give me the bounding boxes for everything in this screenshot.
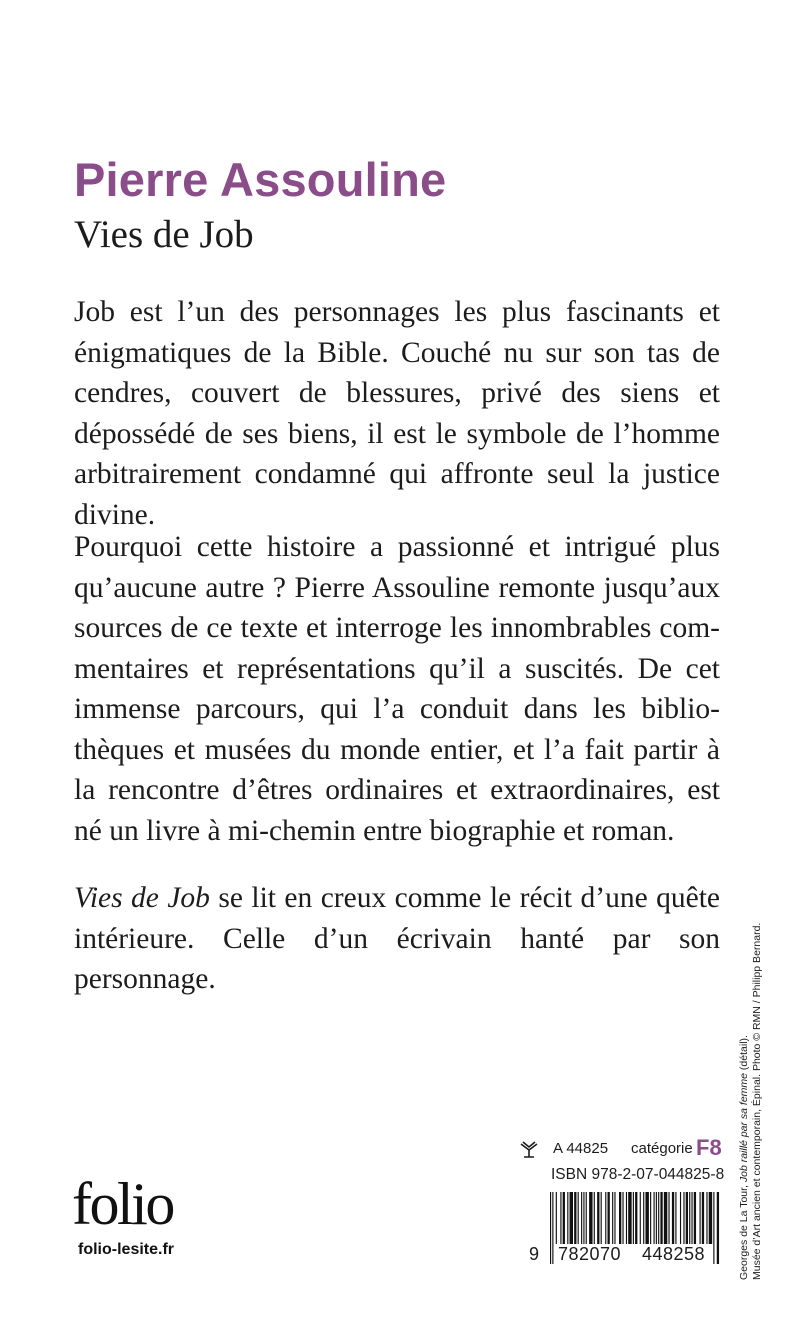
folio-logo: folio	[72, 1171, 173, 1237]
barcode-group-1: 782070	[558, 1244, 622, 1264]
blurb-paragraph-3-text: se lit en creux comme le récit d’une quête intérieure. Celle d’un écrivain hanté par son personnage.	[74, 882, 720, 995]
author-name: Pierre Assouline	[74, 153, 447, 206]
book-title: Vies de Job	[74, 213, 254, 256]
barcode-first-digit: 9	[529, 1244, 540, 1264]
publisher-website: folio-lesite.fr	[78, 1241, 175, 1258]
isbn: ISBN 978-2-07-044825-8	[551, 1166, 725, 1183]
cover-credit	[738, 840, 764, 1280]
blurb-paragraph-1: Job est l’un des personnages les plus fascinants et énigmatiques de la Bible. Couché nu sur son tas de cendres, couvert de blessures, privé des siens et dépossédé de ses biens, il est le symbole de l’homme arbitrairement condamné qui affronte seul la justice divine.	[74, 296, 720, 531]
catalog-code: A 44825	[553, 1140, 609, 1157]
credit-detail: (détail).	[738, 1035, 750, 1073]
catalog-info	[519, 1135, 722, 1160]
barcode-group-2: 448258	[642, 1244, 706, 1264]
blurb-paragraph-3	[74, 878, 720, 1000]
credit-line-2: Musée d’Art ancien et contemporain, Épinal. Photo © RMN / Philipp Bernard.	[751, 922, 763, 1280]
credit-artwork: Job raillé par sa femme	[738, 1072, 750, 1183]
category-label: catégorie	[631, 1140, 693, 1157]
category-value: F8	[696, 1135, 722, 1160]
blurb-paragraph-2: Pourquoi cette histoire a passionné et intrigué plus qu’aucune autre ? Pierre Assouline remonte jusqu’aux sources de ce texte et interroge les innombrables commentaires et représentations qu’il a suscités. De cet immense parcours, qui l’a conduit dans les bibliothèques et musées du monde entier, et l’a fait partir à la rencontre d’êtres ordinaires et extraordinaires, est né un livre à mi-chemin entre biographie et roman.	[74, 531, 720, 847]
blurb-italic-title: Vies de Job	[74, 882, 210, 914]
credit-artist: Georges de La Tour,	[738, 1182, 750, 1280]
folio-bird-icon	[519, 1140, 539, 1158]
credit-line-1	[738, 840, 751, 1280]
